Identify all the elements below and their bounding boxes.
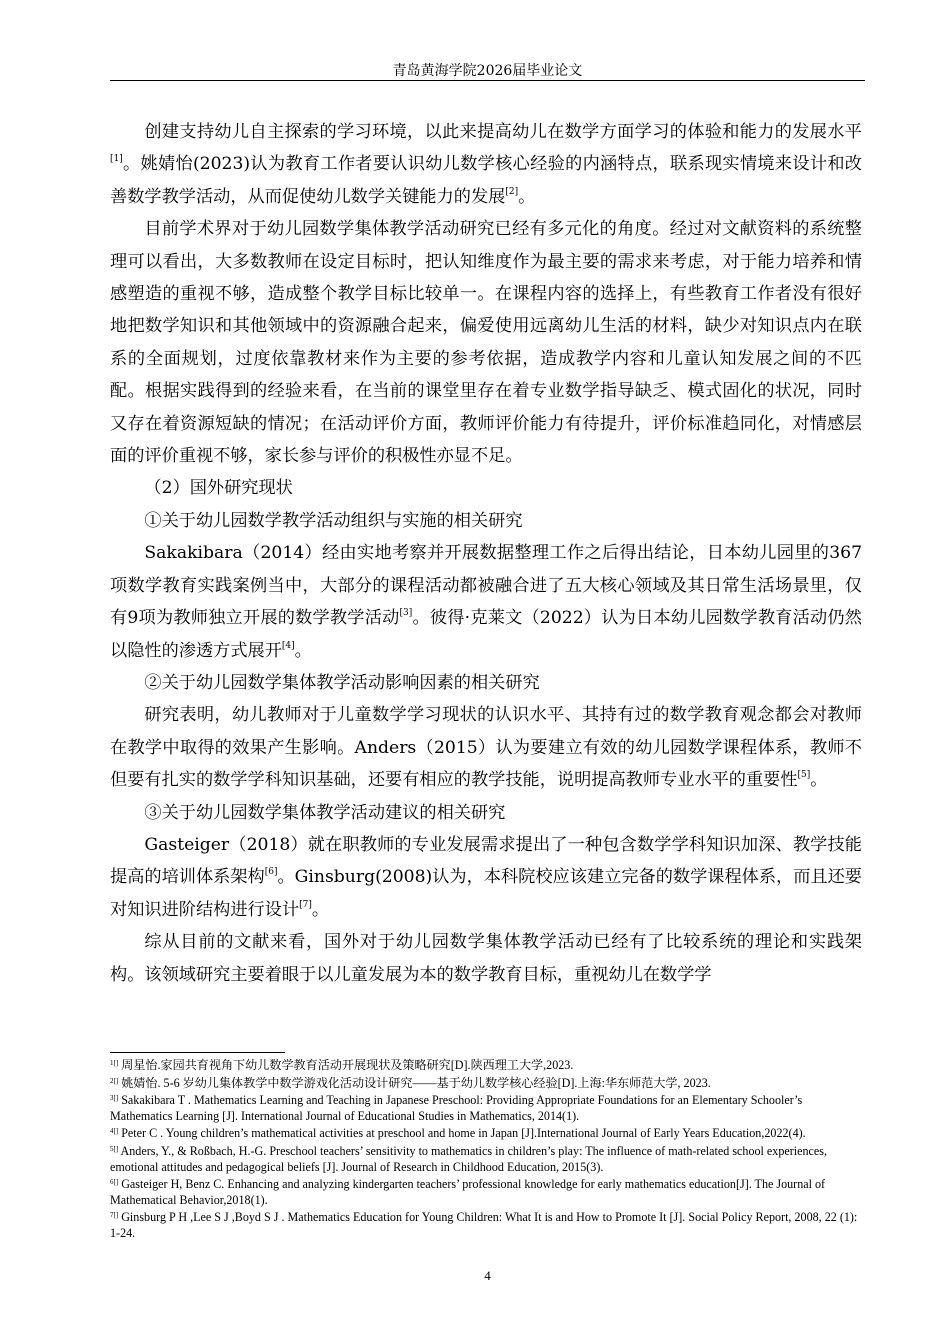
paragraph: 研究表明，幼儿教师对于儿童数学学习现状的认识水平、其持有过的数学教育观念都会对教师在教学中取得的效果产生影响。Anders（2015）认为要建立有效的幼儿园数学课程体系，教师不但要有扎实的数学学科知识基础，还要有相应的教学技能，说明提高教师专业水平的重要性[5]。 (110, 705, 862, 791)
subsection-heading: ②关于幼儿园数学集体教学活动影响因素的相关研究 (144, 672, 540, 693)
footnote: $^{4[]}$ Peter C . Young children’s mathematical activities at preschool and home in Japan [J].International Journal of Early Years Education,2022(4). (110, 1126, 806, 1141)
header-rule (110, 80, 865, 81)
paragraph: Gasteiger（2018）就在职教师的专业发展需求提出了一种包含数学学科知识加深、教学技能提高的培训体系架构[6]。Ginsburg(2008)认为，本科院校应该建立完备的数学课程体系，而且还要对知识进阶结构进行设计[7]。 (110, 834, 862, 920)
running-header: 青岛黄海学院2026届毕业论文 (392, 63, 583, 79)
citation-ref[interactable]: [1] (110, 154, 123, 165)
footnote-number: 2[] (110, 1076, 119, 1085)
paragraph: 综从目前的文献来看，国外对于幼儿园数学集体教学活动已经有了比较系统的理论和实践架构。该领域研究主要着眼于以儿童发展为本的数学教育目标，重视幼儿在数学学 (110, 932, 862, 985)
body-text (110, 116, 862, 991)
footnote: $^{7[]}$ Ginsburg P H ,Lee S J ,Boyd S J . Mathematics Education for Young Children: What It is and How to Promote It [J]. Social Policy Report, 2008, 22 (1): 1-24. (110, 1210, 858, 1240)
section-heading: （2）国外研究现状 (144, 478, 293, 499)
citation-ref[interactable]: [5] (797, 770, 811, 781)
subsection-heading: ①关于幼儿园数学教学活动组织与实施的相关研究 (144, 510, 523, 531)
subsection-heading: ③关于幼儿园数学集体教学活动建议的相关研究 (144, 802, 506, 823)
footnote-number: 4[] (110, 1127, 119, 1136)
footnotes (110, 1058, 862, 1244)
citation-ref[interactable]: [3] (399, 608, 413, 619)
paragraph: 创建支持幼儿自主探索的学习环境，以此来提高幼儿在数学方面学习的体验和能力的发展水平[1]。姚婧怡(2023)认为教育工作者要认识幼儿数学核心经验的内涵特点，联系现实情境来设计和改善数学教学活动，从而促使幼儿数学关键能力的发展[2]。 (110, 122, 862, 207)
footnote: $^{1[]}$ 周星怡.家园共育视角下幼儿数学教育活动开展现状及策略研究[D].陕西理工大学,2023. (110, 1058, 574, 1072)
citation-ref[interactable]: [7] (299, 899, 312, 910)
citation-ref[interactable]: [4] (281, 640, 295, 651)
footnote-number: 3[] (110, 1094, 119, 1103)
paragraph: 目前学术界对于幼儿园数学集体教学活动研究已经有多元化的角度。经过对文献资料的系统整理可以看出，大多数教师在设定目标时，把认知维度作为最主要的需求来考虑，对于能力培养和情感塑造的重视不够，造成整个教学目标比较单一。在课程内容的选择上，有些教育工作者没有很好地把数学知识和其他领域中的资源融合起来，偏爱使用远离幼儿生活的材料，缺少对知识点内在联系的全面规划，过度依靠教材来作为主要的参考依据，造成教学内容和儿童认知发展之间的不匹配。根据实践得到的经验来看，在当前的课堂里存在着专业数学指导缺乏、模式固化的状况，同时又存在着资源短缺的情况；在活动评价方面，教师评价能力有待提升，评价标准趋同化，对情感层面的评价重视不够，家长参与评价的积极性亦显不足。 (110, 219, 862, 467)
citation-ref[interactable]: [2] (505, 186, 519, 197)
footnote: $^{6[]}$ Gasteiger H, Benz C. Enhancing and analyzing kindergarten teachers’ professional knowledge for early mathematics education[J]. The Journal of Mathematical Behavior,2018(1). (110, 1177, 826, 1207)
footnote: $^{2[]}$ 姚婧怡. 5-6 岁幼儿集体教学中数学游戏化活动设计研究——基于幼儿数学核心经验[D].上海:华东师范大学, 2023. (110, 1075, 711, 1090)
citation-ref[interactable]: [6] (264, 867, 278, 878)
footnote: $^{5[]}$ Anders, Y., & Roßbach, H.-G. Preschool teachers’ sensitivity to mathematics in children’s play: The influence of math-related school experiences, emotional attitudes and pedagogical beliefs [J]. Journal of Research in Childhood Education, 2015(3). (110, 1143, 828, 1174)
footnote-number: 5[] (110, 1144, 119, 1153)
footnote-number: 7[] (110, 1211, 119, 1220)
footnote-separator (110, 1052, 285, 1053)
footnote-number: 1[] (110, 1059, 119, 1067)
footnote-number: 6[] (110, 1178, 119, 1187)
footnote: $^{3[]}$ Sakakibara T . Mathematics Learning and Teaching in Japanese Preschool: Providing Appropriate Foundations for an Elementary Schooler’s Mathematics Learning [J]. International Journal of Educational Studies in Mathematics, 2014(1). (110, 1093, 803, 1123)
page-number: 4 (484, 1268, 491, 1283)
paragraph: Sakakibara（2014）经由实地考察并开展数据整理工作之后得出结论，日本幼儿园里的367项数学教育实践案例当中，大部分的课程活动都被融合进了五大核心领域及其日常生活场景里，仅有9项为教师独立开展的数学教学活动[3]。彼得·克莱文（2022）认为日本幼儿园数学教育活动仍然以隐性的渗透方式展开[4]。 (110, 543, 862, 661)
